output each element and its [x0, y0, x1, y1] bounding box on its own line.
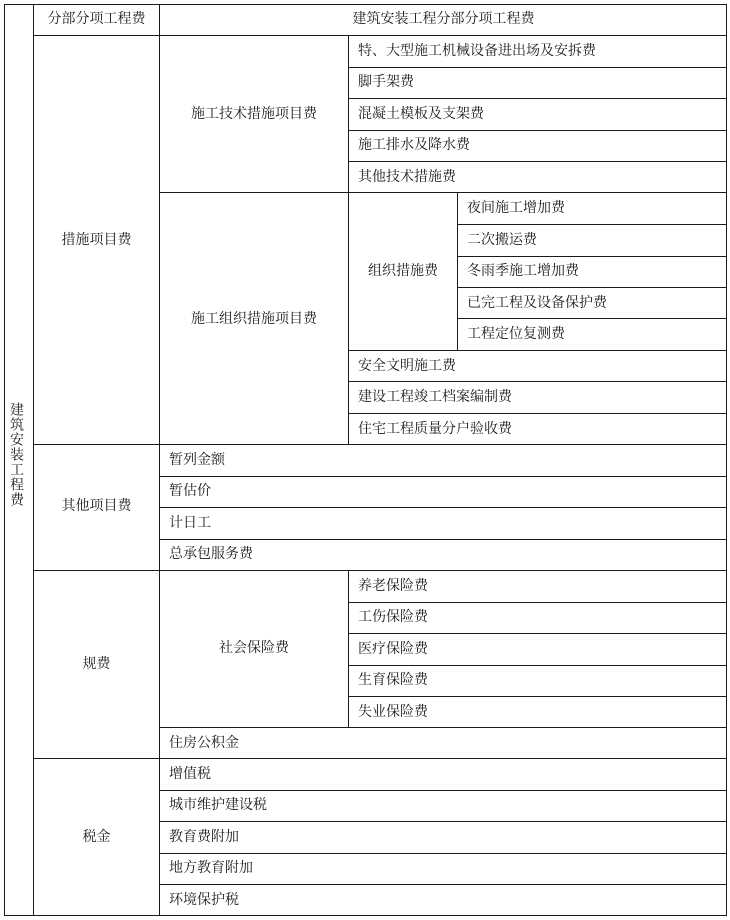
tech-item-4: 其他技术措施费 [358, 169, 456, 185]
tax-item-3: 地方教育附加 [169, 860, 253, 876]
tech-item-0: 特、大型施工机械设备进出场及安拆费 [358, 43, 596, 59]
housing-fund: 住房公积金 [169, 735, 239, 751]
tax-item-1: 城市维护建设税 [169, 797, 267, 813]
tech-measures-label: 施工技术措施项目费 [191, 106, 317, 122]
tax-item-4: 环境保护税 [169, 892, 239, 908]
tax-item-0: 增值税 [169, 766, 211, 782]
other-item-3: 总承包服务费 [169, 546, 253, 562]
other-label: 其他项目费 [61, 498, 132, 514]
org-item-0: 安全文明施工费 [358, 358, 456, 374]
org-item-1: 建设工程竣工档案编制费 [358, 389, 512, 405]
measures-label: 措施项目费 [61, 232, 132, 248]
social-item-2: 医疗保险费 [358, 641, 428, 657]
social-item-1: 工伤保险费 [358, 609, 428, 625]
root-label: 建筑安装工程费 [8, 402, 24, 507]
org-item-2: 住宅工程质量分户验收费 [358, 421, 512, 437]
social-item-3: 生育保险费 [358, 672, 428, 688]
org-group-item-3: 已完工程及设备保护费 [467, 295, 607, 311]
social-item-0: 养老保险费 [358, 578, 428, 594]
org-group-label: 组织措施费 [368, 263, 438, 279]
org-group-item-1: 二次搬运费 [467, 232, 537, 248]
org-group-item-4: 工程定位复测费 [467, 326, 565, 342]
tax-item-2: 教育费附加 [169, 829, 239, 845]
header-col2: 建筑安装工程分部分项工程费 [352, 11, 535, 27]
org-measures-label: 施工组织措施项目费 [191, 311, 317, 327]
tax-label: 税金 [82, 829, 111, 845]
tech-item-3: 施工排水及降水费 [358, 137, 470, 153]
fees-label: 规费 [82, 656, 111, 672]
social-item-4: 失业保险费 [358, 704, 428, 720]
other-item-2: 计日工 [169, 515, 211, 531]
header-col1: 分部分项工程费 [47, 11, 146, 27]
org-group-item-2: 冬雨季施工增加费 [467, 263, 579, 279]
tech-item-1: 脚手架费 [358, 74, 414, 90]
other-item-1: 暂估价 [169, 483, 211, 499]
org-group-item-0: 夜间施工增加费 [467, 200, 565, 216]
tech-item-2: 混凝土模板及支架费 [358, 106, 484, 122]
other-item-0: 暂列金额 [169, 452, 225, 468]
social-insurance-label: 社会保险费 [219, 640, 289, 656]
